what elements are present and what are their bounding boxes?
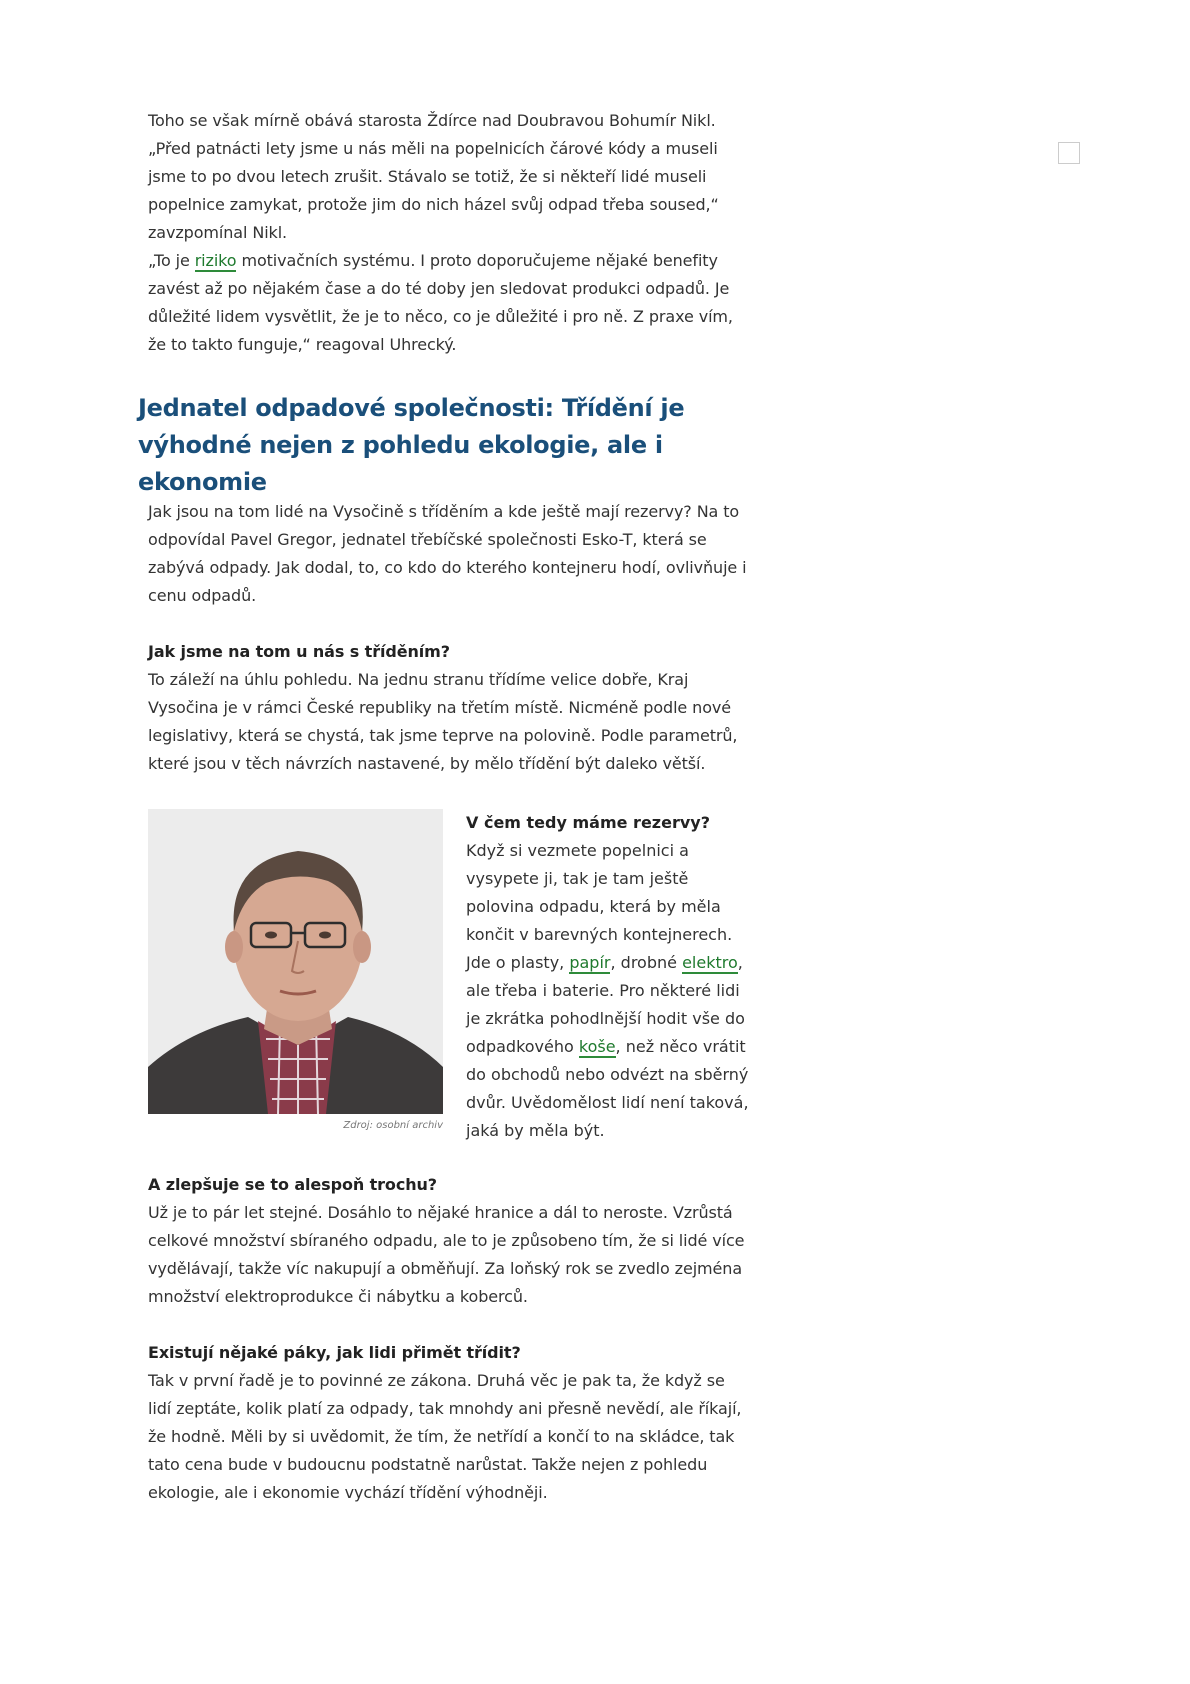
question-zlepsuje: A zlepšuje se to alespoň trochu? bbox=[148, 1175, 437, 1194]
link-riziko[interactable]: riziko bbox=[194, 251, 237, 270]
question-paky: Existují nějaké páky, jak lidi přimět třídit? bbox=[148, 1343, 521, 1362]
link-papir[interactable]: papír bbox=[569, 953, 611, 972]
question-rezervy: V čem tedy máme rezervy? bbox=[466, 813, 710, 832]
paragraph-uhrecky-rest: motivačních systému. I proto doporučujeme nějaké benefity zavést až po nějakém čase a do té doby jen sledovat produkci odpadů. Je důležité lidem vysvětlit, že je to něco, co je důležité i pro ně. Z praxe vím, že to takto funguje,“ reagoval Uhrecký. bbox=[148, 251, 733, 354]
qa-rezervy bbox=[466, 809, 756, 1145]
answer-rezervy-part1: Když si vezmete popelnici a vysypete ji, tak je tam ještě polovina odpadu, která by měla končit v barevných kontejnerech. Jde o plasty, bbox=[466, 841, 733, 972]
bookmark-checkbox[interactable] bbox=[1058, 142, 1080, 164]
paragraph-nikl: Toho se však mírně obává starosta Ždírce nad Doubravou Bohumír Nikl. „Před patnácti lety jsme u nás měli na popelnicích čárové kódy a museli jsme to po dvou letech zrušit. Stávalo se totiž, že si někteří lidé museli popelnice zamykat, protože jim do nich házel svůj odpad třeba soused,“ zavzpomínal Nikl. bbox=[148, 111, 719, 242]
paragraph-uhrecky bbox=[148, 247, 748, 359]
question-tridenim: Jak jsme na tom u nás s tříděním? bbox=[148, 642, 450, 661]
portrait-photo bbox=[148, 809, 443, 1114]
portrait-figure bbox=[148, 809, 443, 1131]
answer-rezervy-part3: , ale třeba i baterie. Pro některé lidi je zkrátka pohodlnější hodit vše do odpadkového bbox=[466, 953, 745, 1056]
link-kose[interactable]: koše bbox=[578, 1037, 616, 1056]
answer-rezervy-part2: , drobné bbox=[610, 953, 683, 972]
qa-paky bbox=[148, 1339, 748, 1507]
answer-tridenim: To záleží na úhlu pohledu. Na jednu stranu třídíme velice dobře, Kraj Vysočina je v rámci České republiky na třetím místě. Nicméně podle nové legislativy, která se chystá, tak jsme teprve na polovině. Podle parametrů, které jsou v těch návrzích nastavené, by mělo třídění být daleko větší. bbox=[148, 670, 738, 773]
qa-tridenim bbox=[148, 638, 748, 778]
answer-zlepsuje: Už je to pár let stejné. Dosáhlo to nějaké hranice a dál to neroste. Vzrůstá celkové množství sbíraného odpadu, ale to je způsobeno tím, že si lidé více vydělávají, takže víc nakupují a obměňují. Za loňský rok se zvedlo zejména množství elektroprodukce či nábytku a koberců. bbox=[148, 1203, 745, 1306]
portrait-image bbox=[148, 809, 443, 1114]
paragraph-uhrecky-start: „To je bbox=[148, 251, 195, 270]
answer-rezervy-part4: , než něco vrátit do obchodů nebo odvézt na sběrný dvůr. Uvědomělost lidí není taková, jaká by měla být. bbox=[466, 1037, 749, 1140]
photo-caption: Zdroj: osobní archiv bbox=[343, 1120, 443, 1131]
link-elektro[interactable]: elektro bbox=[682, 953, 738, 972]
intro-paragraph: Jak jsou na tom lidé na Vysočině s tříděním a kde ještě mají rezervy? Na to odpovídal Pavel Gregor, jednatel třebíčské společnosti Esko-T, která se zabývá odpady. Jak dodal, to, co kdo do kterého kontejneru hodí, ovlivňuje i cenu odpadů. bbox=[148, 502, 747, 605]
section-heading: Jednatel odpadové společnosti: Třídění je výhodné nejen z pohledu ekologie, ale i ekonomie bbox=[138, 394, 685, 496]
answer-paky: Tak v první řadě je to povinné ze zákona. Druhá věc je pak ta, že když se lidí zeptáte, kolik platí za odpady, tak mnohdy ani přesně nevědí, ale říkají, že hodně. Měli by si uvědomit, že tím, že netřídí a končí to na skládce, tak tato cena bude v budoucnu podstatně narůstat. Takže nejen z pohledu ekologie, ale i ekonomie vychází třídění výhodněji. bbox=[148, 1371, 742, 1502]
qa-zlepsuje bbox=[148, 1171, 748, 1311]
